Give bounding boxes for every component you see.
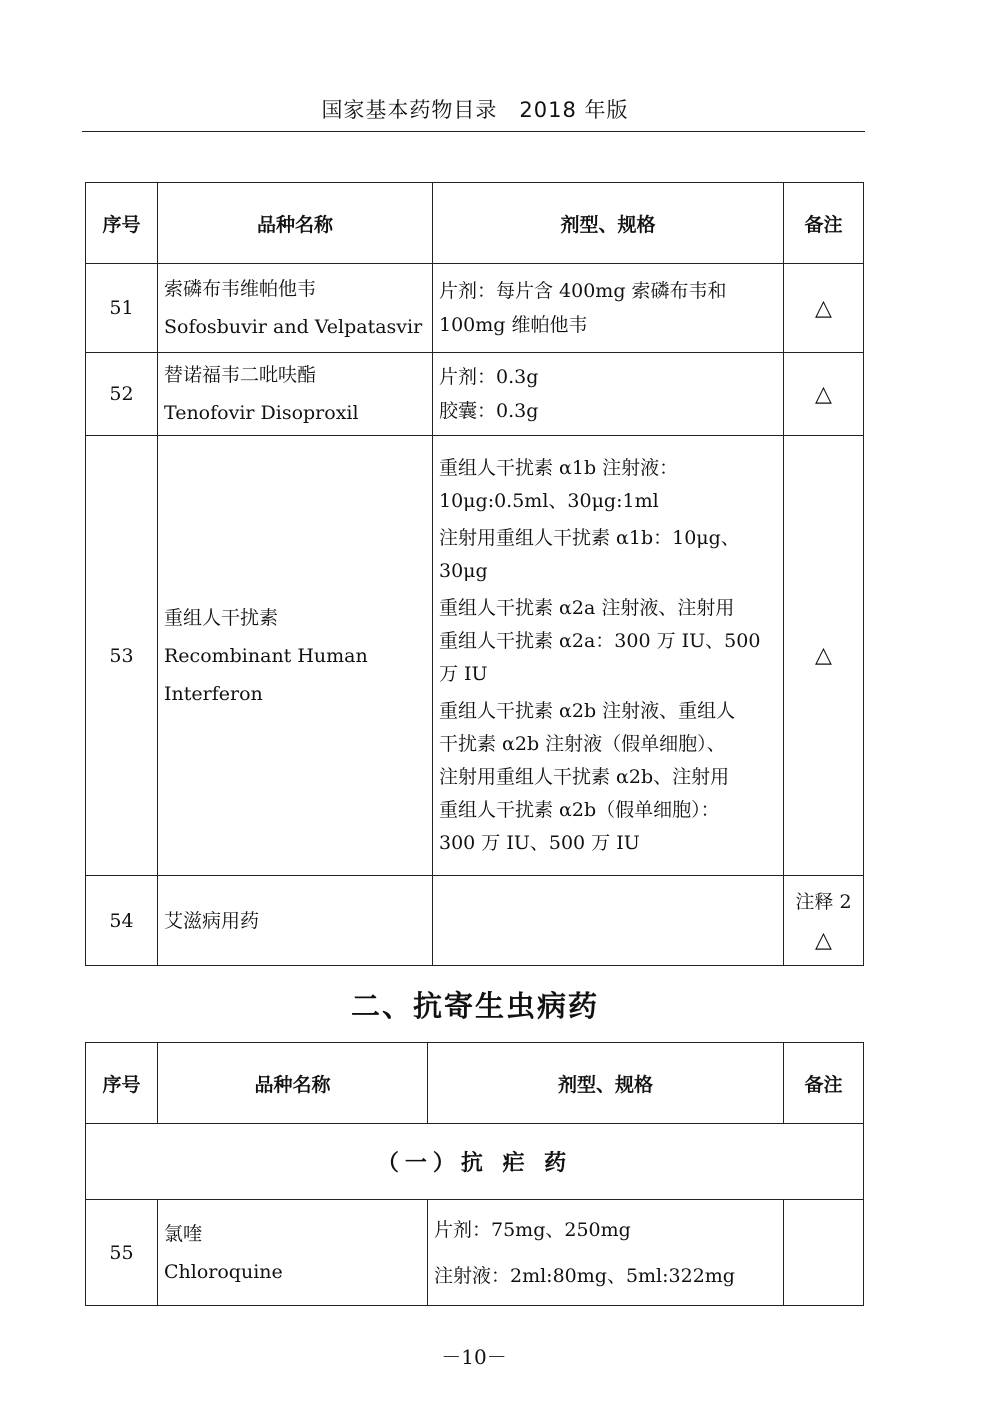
spec-line: 重组人干扰素 α2b 注射液、重组人 <box>439 699 736 722</box>
drug-name <box>158 264 433 353</box>
spec-line: 片剂：每片含 400mg 索磷布韦和 <box>439 280 727 302</box>
drug-table-antiparasitic <box>85 1042 864 1306</box>
spec-line: 重组人干扰素 α2b（假单细胞）： <box>439 798 720 821</box>
drug-name-en: Chloroquine <box>164 1260 283 1283</box>
row-number: 54 <box>86 876 158 966</box>
spec-paragraph <box>439 522 777 588</box>
spec-paragraph <box>439 452 777 518</box>
section-title: 二、抗寄生虫病药 <box>350 989 599 1023</box>
drug-name-cn: 氯喹 <box>164 1222 203 1245</box>
note-triangle: △ <box>784 436 864 876</box>
header-name: 品种名称 <box>158 183 433 264</box>
subcategory-row <box>86 1124 864 1200</box>
drug-table-antiviral <box>85 182 864 966</box>
table-row <box>86 436 864 876</box>
table-row <box>86 876 864 966</box>
spec-line: 30μg <box>439 559 488 582</box>
drug-name-en: Sofosbuvir and Velpatasvir <box>164 316 423 338</box>
row-number: 52 <box>86 353 158 436</box>
drug-name <box>158 436 433 876</box>
spec-line: 100mg 维帕他韦 <box>439 314 588 336</box>
drug-spec <box>428 1200 784 1306</box>
note-text: 注释 2 <box>795 890 852 913</box>
header-name: 品种名称 <box>158 1043 428 1124</box>
drug-spec <box>433 436 784 876</box>
spec-line: 重组人干扰素 α2a 注射液、注射用 <box>439 596 735 619</box>
drug-name <box>158 1200 428 1306</box>
header-no: 序号 <box>86 183 158 264</box>
drug-name-en: Tenofovir Disoproxil <box>164 402 359 424</box>
spec-line: 重组人干扰素 α1b 注射液： <box>439 456 679 479</box>
table-header-row <box>86 183 864 264</box>
drug-spec <box>433 353 784 436</box>
header-spec: 剂型、规格 <box>428 1043 784 1124</box>
spec-paragraph <box>439 695 777 860</box>
spec-line: 注射用重组人干扰素 α1b：10μg、 <box>439 526 740 549</box>
table-row <box>86 353 864 436</box>
spec-line: 10μg:0.5ml、30μg:1ml <box>439 489 659 512</box>
drug-spec <box>433 876 784 966</box>
drug-spec <box>433 264 784 353</box>
header-spec: 剂型、规格 <box>433 183 784 264</box>
spec-line: 重组人干扰素 α2a：300 万 IU、500 <box>439 629 761 652</box>
drug-name-en: Interferon <box>164 682 263 705</box>
note-triangle: △ <box>784 264 864 353</box>
spec-line: 胶囊：0.3g <box>439 400 539 422</box>
drug-name <box>158 876 433 966</box>
note-triangle: △ <box>784 353 864 436</box>
row-number: 53 <box>86 436 158 876</box>
header-note: 备注 <box>784 183 864 264</box>
drug-name-cn: 重组人干扰素 <box>164 606 279 629</box>
drug-name-en: Recombinant Human <box>164 644 368 667</box>
table-header-row <box>86 1043 864 1124</box>
spec-line: 注射液：2ml:80mg、5ml:322mg <box>434 1264 735 1287</box>
header-no: 序号 <box>86 1043 158 1124</box>
spec-line: 干扰素 α2b 注射液（假单细胞）、 <box>439 732 726 755</box>
spec-line: 注射用重组人干扰素 α2b、注射用 <box>439 765 730 788</box>
drug-name-cn: 替诺福韦二吡呋酯 <box>164 364 317 386</box>
drug-name-cn: 索磷布韦维帕他韦 <box>164 278 317 300</box>
spec-line: 片剂：0.3g <box>439 366 539 388</box>
spec-line: 万 IU <box>439 662 488 685</box>
note-triangle: △ <box>815 927 832 953</box>
row-number: 55 <box>86 1200 158 1306</box>
spec-line: 300 万 IU、500 万 IU <box>439 831 640 854</box>
drug-name <box>158 353 433 436</box>
table-row <box>86 264 864 353</box>
header-divider <box>82 131 865 132</box>
row-number: 51 <box>86 264 158 353</box>
drug-name-cn: 艾滋病用药 <box>164 909 260 932</box>
spec-paragraph <box>439 592 777 691</box>
page-header-title: 国家基本药物目录 2018 年版 <box>321 98 629 122</box>
header-note: 备注 <box>784 1043 864 1124</box>
subcategory-title: （一）抗 疟 药 <box>86 1124 864 1200</box>
spec-line: 片剂：75mg、250mg <box>434 1218 631 1241</box>
page-number: －10－ <box>441 1345 507 1369</box>
drug-note <box>784 876 864 966</box>
drug-note <box>784 1200 864 1306</box>
table-row <box>86 1200 864 1306</box>
